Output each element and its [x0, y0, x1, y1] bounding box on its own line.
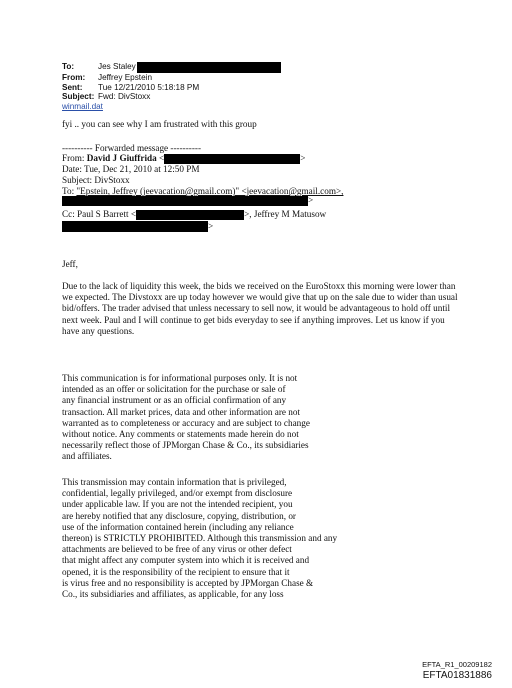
subject-value: Fwd: DivStoxx [98, 92, 151, 102]
body-paragraph: Due to the lack of liquidity this week, the bids we received on the EuroStoxx this morning were lower than we expected. The Divstoxx are up today however we would give that up on the sale due to wider than usual bid/offers. The trader advised that unless necessary to sell now, it would be advantageous to hold off until next week. Paul and I will continue to get bids everyday to see if anything improves. Let us know if you have any questions. [62, 281, 458, 336]
sent-value: Tue 12/21/2010 5:18:18 PM [98, 82, 200, 92]
disclaimer-line: that might affect any computer system into which it is received and [62, 555, 310, 566]
forward-cc-mid: >, Jeffrey M Matusow [244, 209, 327, 219]
disclaimer-line: This transmission may contain information that is privileged, [62, 477, 287, 487]
from-label: From: [62, 73, 86, 82]
sent-row [62, 83, 281, 93]
redaction-box [62, 196, 308, 206]
disclaimer-block-1 [62, 373, 310, 463]
redaction-box [136, 210, 244, 220]
email-header [62, 62, 281, 111]
disclaimer-line: attachments are believed to be free of any virus or other defect [62, 544, 292, 555]
intro-line: fyi .. you can see why I am frustrated with this group [62, 119, 257, 129]
footer-id-2: EFTA01831886 [422, 670, 492, 681]
forward-date: Date: Tue, Dec 21, 2010 at 12:50 PM [62, 164, 200, 174]
forward-from-line [62, 153, 305, 164]
forward-cc-cont: > [208, 221, 214, 231]
forward-separator: ---------- Forwarded message ---------- [62, 143, 202, 153]
forward-to-value[interactable]: "Epstein, Jeffrey (jeevacation@gmail.com)" <jeevacation@gmail.com>, [76, 186, 344, 196]
to-label: To: [62, 62, 75, 71]
disclaimer-line: is virus free and no responsibility is accepted by JPMorgan Chase & [62, 577, 314, 588]
redaction-box [164, 154, 300, 164]
disclaimer-line: are hereby notified that any disclosure, copying, distribution, or [62, 510, 296, 521]
disclaimer-line: without notice. Any comments or statements made herein do not [62, 429, 299, 440]
disclaimer-line: any financial instrument or as an official confirmation of any [62, 395, 287, 406]
forward-to-prefix: To: [62, 186, 77, 196]
disclaimer-line: necessarily reflect those of JPMorgan Chase & Co., its subsidiaries [62, 440, 309, 451]
sent-label: Sent: [62, 82, 83, 92]
to-value: Jes Staley [98, 62, 136, 71]
disclaimer-line: This communication is for informational purposes only. It is not [62, 373, 298, 383]
forward-to-continuation [62, 195, 313, 206]
subject-row [62, 92, 281, 102]
greeting: Jeff, [62, 259, 78, 269]
from-row [62, 73, 281, 83]
to-row [62, 62, 281, 73]
disclaimer-line: and affiliates. [62, 451, 112, 462]
forward-to-cont: > [308, 195, 314, 205]
forward-from-close: > [300, 153, 306, 163]
disclaimer-block-2 [62, 477, 337, 600]
disclaimer-line: confidential, legally privileged, and/or exempt from disclosure [62, 488, 293, 499]
forward-cc-continuation [62, 221, 213, 232]
attachment-link[interactable]: winmail.dat [62, 101, 103, 111]
forward-from-prefix: From: [62, 153, 85, 163]
disclaimer-line: Co., its subsidiaries and affiliates, as applicable, for any loss [62, 589, 284, 600]
forward-cc-prefix: Cc: Paul S Barrett < [62, 209, 137, 219]
disclaimer-line: warranted as to completeness or accuracy and are subject to change [62, 417, 310, 428]
disclaimer-line: under applicable law. If you are not the intended recipient, you [62, 499, 293, 510]
forward-subject: Subject: DivStoxx [62, 175, 130, 185]
disclaimer-line: transaction. All market prices, data and other information are not [62, 406, 301, 417]
disclaimer-line: use of the information contained herein (including any reliance [62, 521, 294, 532]
disclaimer-line: intended as an offer or solicitation for the purchase or sale of [62, 384, 286, 395]
forward-cc-line [62, 209, 326, 220]
disclaimer-line: opened, it is the responsibility of the recipient to ensure that it [62, 566, 290, 577]
from-value: Jeffrey Epstein [98, 73, 153, 82]
redaction-box [137, 62, 281, 73]
footer-id-1: EFTA_R1_00209182 [422, 660, 492, 669]
forward-from-name: David J Giuffrida [86, 153, 157, 163]
disclaimer-line: thereon) is STRICTLY PROHIBITED. Although this transmission and any [62, 533, 338, 544]
subject-label: Subject: [62, 92, 95, 102]
forward-from-open: < [159, 153, 165, 163]
redaction-box [62, 221, 208, 232]
